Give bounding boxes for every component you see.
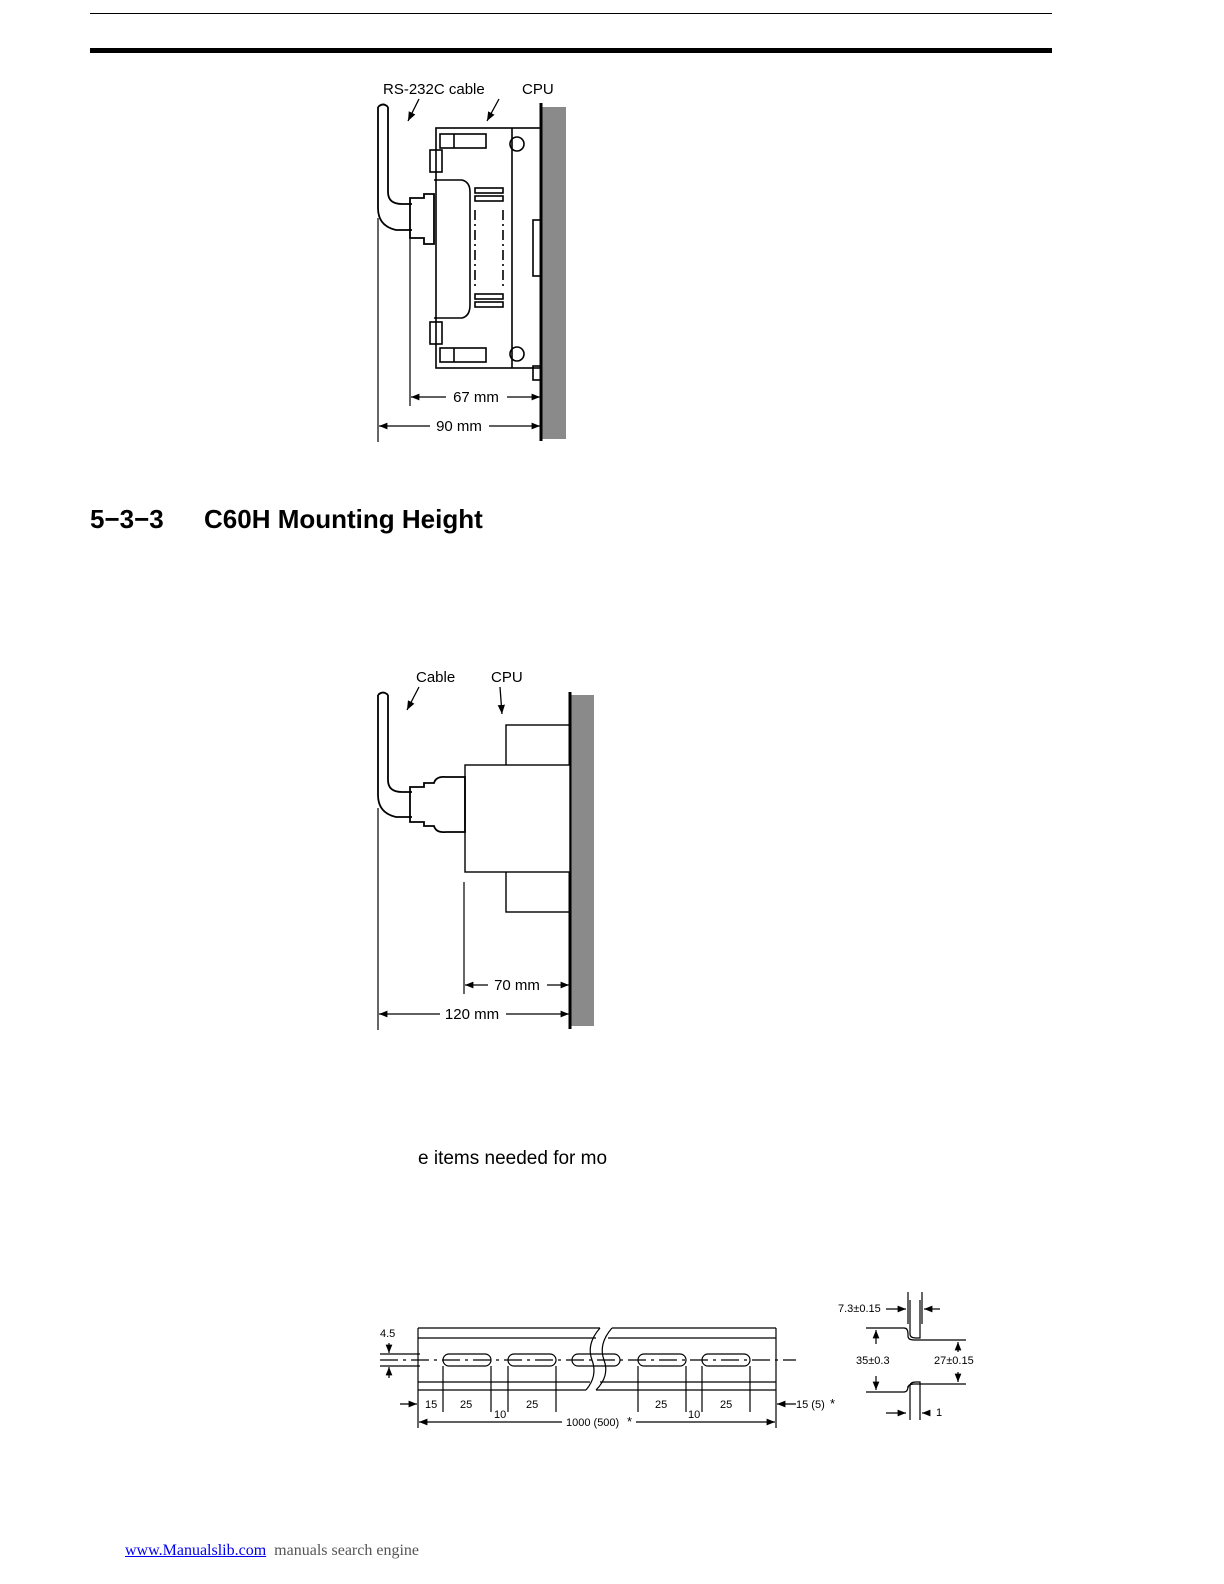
figure-rs232c-mounting [378, 81, 566, 442]
cable-leader [408, 99, 419, 121]
dim-90mm: 90 mm [436, 418, 482, 435]
cable-drawing [378, 693, 465, 833]
profile-dim-inner: 27±0.15 [934, 1355, 974, 1367]
rail-dim: 25 [655, 1399, 668, 1411]
dim-120mm: 120 mm [444, 1006, 500, 1023]
rail-dim-end: 15 (5) [796, 1399, 825, 1411]
body-text-fragment: e items needed for mo [418, 1148, 608, 1169]
label-rs232c-cable: RS-232C cable [383, 81, 485, 98]
rail-dim: 15 [425, 1399, 438, 1411]
rail-dim: 25 [460, 1399, 473, 1411]
profile-dim-top: 7.3±0.15 [838, 1303, 881, 1315]
section-number: 5−3−3 [90, 504, 164, 534]
manualslib-link[interactable]: www.Manualslib.com [125, 1542, 267, 1559]
footer [125, 1542, 419, 1560]
mounting-panel [542, 107, 566, 439]
dim-67mm: 67 mm [453, 389, 499, 406]
section-title: C60H Mounting Height [204, 504, 483, 534]
rail-dim: 25 [720, 1399, 733, 1411]
rail-body [380, 1328, 796, 1428]
rs232c-cable-drawing [378, 105, 434, 245]
profile-dim-thickness: 1 [936, 1407, 943, 1419]
cable-leader [407, 687, 419, 710]
cpu-leader [487, 99, 499, 121]
footer-tagline: manuals search engine [274, 1542, 419, 1559]
figure-din-rail [380, 1292, 974, 1429]
cpu-leader [500, 687, 502, 714]
label-cpu: CPU [522, 81, 554, 98]
rail-dim: 25 [526, 1399, 539, 1411]
profile-dim-height: 35±0.3 [856, 1355, 890, 1367]
rail-dim-hole: 4.5 [380, 1328, 396, 1340]
rail-asterisk: * [627, 1414, 633, 1429]
cpu-unit-drawing [465, 725, 570, 912]
label-cpu: CPU [491, 669, 523, 686]
mounting-panel [571, 695, 594, 1026]
section-heading [90, 504, 483, 535]
dim-70mm: 70 mm [494, 977, 540, 994]
figure-c60h-mounting [378, 669, 594, 1030]
rail-dim: 10 [688, 1409, 701, 1421]
rail-length: 1000 (500) [566, 1417, 620, 1429]
rail-dim: 10 [494, 1409, 507, 1421]
label-cable: Cable [416, 669, 456, 686]
rail-asterisk: * [830, 1396, 836, 1411]
cpu-unit-drawing [430, 128, 541, 380]
